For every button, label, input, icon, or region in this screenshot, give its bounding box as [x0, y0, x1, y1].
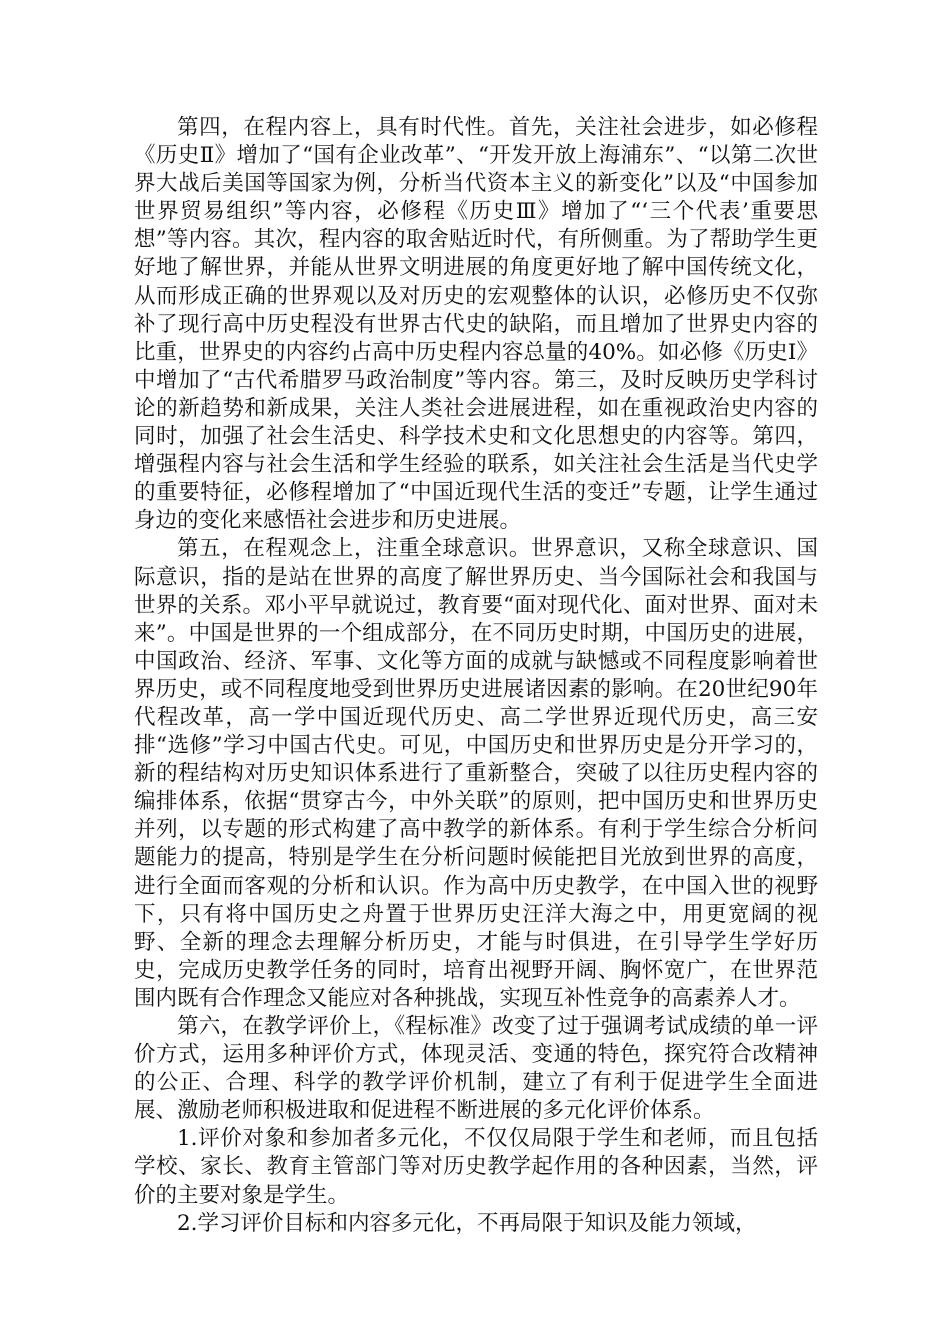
document-body: [134, 114, 818, 1238]
paragraph-list-item-1: 1.评价对象和参加者多元化，不仅仅局限于学生和老师，而且包括学校、家长、教育主管部门等对历史教学起作用的各种因素，当然，评价的主要对象是学生。: [134, 1126, 818, 1208]
paragraph-fourth-point: 第四，在程内容上，具有时代性。首先，关注社会进步，如必修程《历史Ⅱ》增加了“国有企业改革”、“开发开放上海浦东”、“以第二次世界大战后美国等国家为例，分析当代资本主义的新变化”以及“中国参加世界贸易组织”等内容，必修程《历史Ⅲ》增加了“‘三个代表’重要思想”等内容。其次，程内容的取舍贴近时代，有所侧重。为了帮助学生更好地了解世界，并能从世界文明进展的角度更好地了解中国传统文化，从而形成正确的世界观以及对历史的宏观整体的认识，必修历史不仅弥补了现行高中历史程没有世界古代史的缺陷，而且增加了世界史内容的比重，世界史的内容约占高中历史程内容总量的40%。如必修《历史Ⅰ》中增加了“古代希腊罗马政治制度”等内容。第三，及时反映历史学科讨论的新趋势和新成果，关注人类社会进展进程，如在重视政治史内容的同时，加强了社会生活史、科学技术史和文化思想史的内容等。第四，增强程内容与社会生活和学生经验的联系，如关注社会生活是当代史学的重要特征，必修程增加了“中国近现代生活的变迁”专题，让学生通过身边的变化来感悟社会进步和历史进展。: [134, 115, 818, 534]
paragraph-sixth-point: 第六，在教学评价上，《程标准》改变了过于强调考试成绩的单一评价方式，运用多种评价方式，体现灵活、变通的特色，探究符合改精神的公正、合理、科学的教学评价机制，建立了有利于促进学生全面进展、激励老师积极进取和促进程不断进展的多元化评价体系。: [134, 1014, 818, 1124]
paragraph-fifth-point: 第五，在程观念上，注重全球意识。世界意识，又称全球意识、国际意识，指的是站在世界的高度了解世界历史、当今国际社会和我国与世界的关系。邓小平早就说过，教育要“面对现代化、面对世界、面对未来”。中国是世界的一个组成部分，在不同历史时期，中国历史的进展，中国政治、经济、军事、文化等方面的成就与缺憾或不同程度影响着世界历史，或不同程度地受到世界历史进展诸因素的影响。在20世纪90年代程改革，高一学中国近现代历史、高二学世界近现代历史，高三安排“选修”学习中国古代史。可见，中国历史和世界历史是分开学习的，新的程结构对历史知识体系进行了重新整合，突破了以往历史程内容的编排体系，依据“贯穿古今，中外关联”的原则，把中国历史和世界历史并列，以专题的形式构建了高中教学的新体系。有利于学生综合分析问题能力的提高，特别是学生在分析问题时候能把目光放到世界的高度，进行全面而客观的分析和认识。作为高中历史教学，在中国入世的视野下，只有将中国历史之舟置于世界历史汪洋大海之中，用更宽阔的视野、全新的理念去理解分析历史，才能与时俱进，在引导学生学好历史，完成历史教学任务的同时，培育出视野开阔、胸怀宽广，在世界范围内既有合作理念又能应对各种挑战，实现互补性竞争的高素养人才。: [134, 536, 818, 1011]
paragraph-list-item-2: 2.学习评价目标和内容多元化，不再局限于知识及能力领域，: [177, 1210, 757, 1236]
